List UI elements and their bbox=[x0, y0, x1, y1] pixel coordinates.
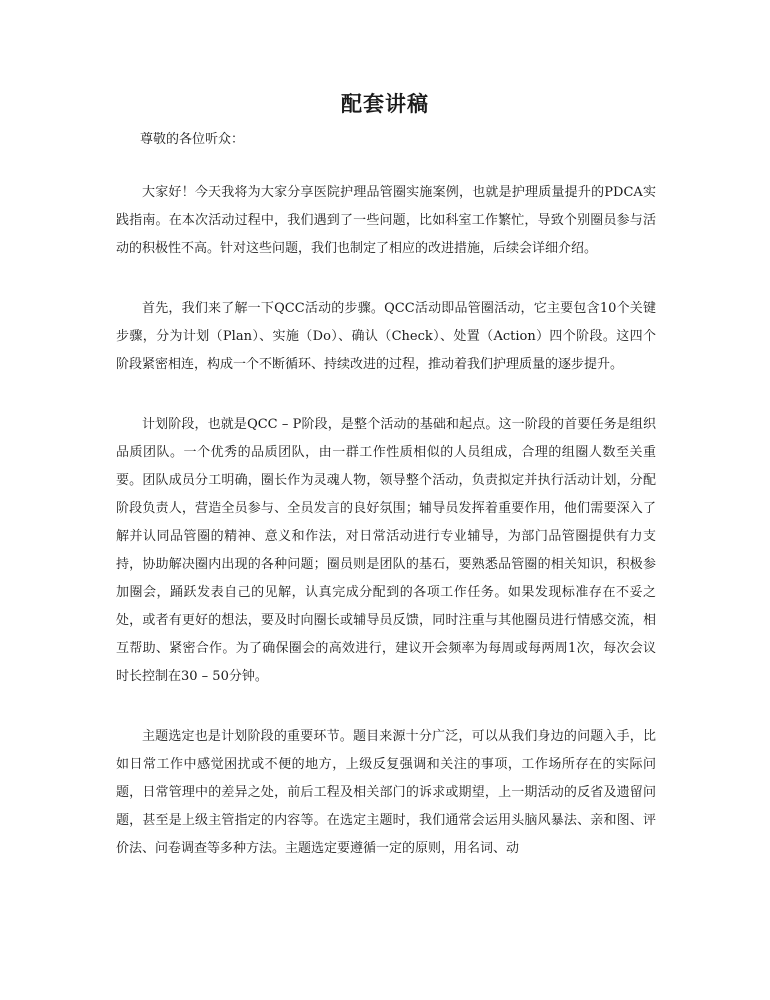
document-body bbox=[116, 179, 656, 895]
paragraph: 首先，我们来了解一下QCC活动的步骤。QCC活动即品管圈活动，它主要包含10个关键步骤，分为计划（Plan）、实施（Do）、确认（Check）、处置（Action）四个阶段。这四个阶段紧密相连，构成一个不断循环、持续改进的过程，推动着我们护理质量的逐步提升。 bbox=[116, 301, 656, 372]
paragraph: 计划阶段，也就是QCC – P阶段，是整个活动的基础和起点。这一阶段的首要任务是组织品质团队。一个优秀的品质团队，由一群工作性质相似的人员组成，合理的组圈人数至关重要。团队成员分工明确，圈长作为灵魂人物，领导整个活动，负责拟定并执行活动计划，分配阶段负责人，营造全员参与、全员发言的良好氛围；辅导员发挥着重要作用，他们需要深入了解并认同品管圈的精神、意义和作法，对日常活动进行专业辅导，为部门品管圈提供有力支持，协助解决圈内出现的各种问题；圈员则是团队的基石，要熟悉品管圈的相关知识，积极参加圈会，踊跃发表自己的见解，认真完成分配到的各项工作任务。如果发现标准存在不妥之处，或者有更好的想法，要及时向圈长或辅导员反馈，同时注重与其他圈员进行情感交流，相互帮助、紧密合作。为了确保圈会的高效进行，建议开会频率为每周或每两周1次，每次会议时长控制在30 – 50分钟。 bbox=[116, 417, 656, 684]
paragraph: 大家好！今天我将为大家分享医院护理品管圈实施案例，也就是护理质量提升的PDCA实践指南。在本次活动过程中，我们遇到了一些问题，比如科室工作繁忙，导致个别圈员参与活动的积极性不高。针对这些问题，我们也制定了相应的改进措施，后续会详细介绍。 bbox=[116, 185, 656, 256]
document-title: 配套讲稿 bbox=[341, 91, 429, 116]
salutation: 尊敬的各位听众： bbox=[140, 132, 245, 147]
paragraph: 主题选定也是计划阶段的重要环节。题目来源十分广泛，可以从我们身边的问题入手，比如日常工作中感觉困扰或不便的地方，上级反复强调和关注的事项，工作场所存在的实际问题，日常管理中的差异之处，前后工程及相关部门的诉求或期望，上一期活动的反省及遗留问题，甚至是上级主管指定的内容等。在选定主题时，我们通常会运用头脑风暴法、亲和图、评价法、问卷调查等多种方法。主题选定要遵循一定的原则，用名词、动 bbox=[116, 729, 656, 856]
